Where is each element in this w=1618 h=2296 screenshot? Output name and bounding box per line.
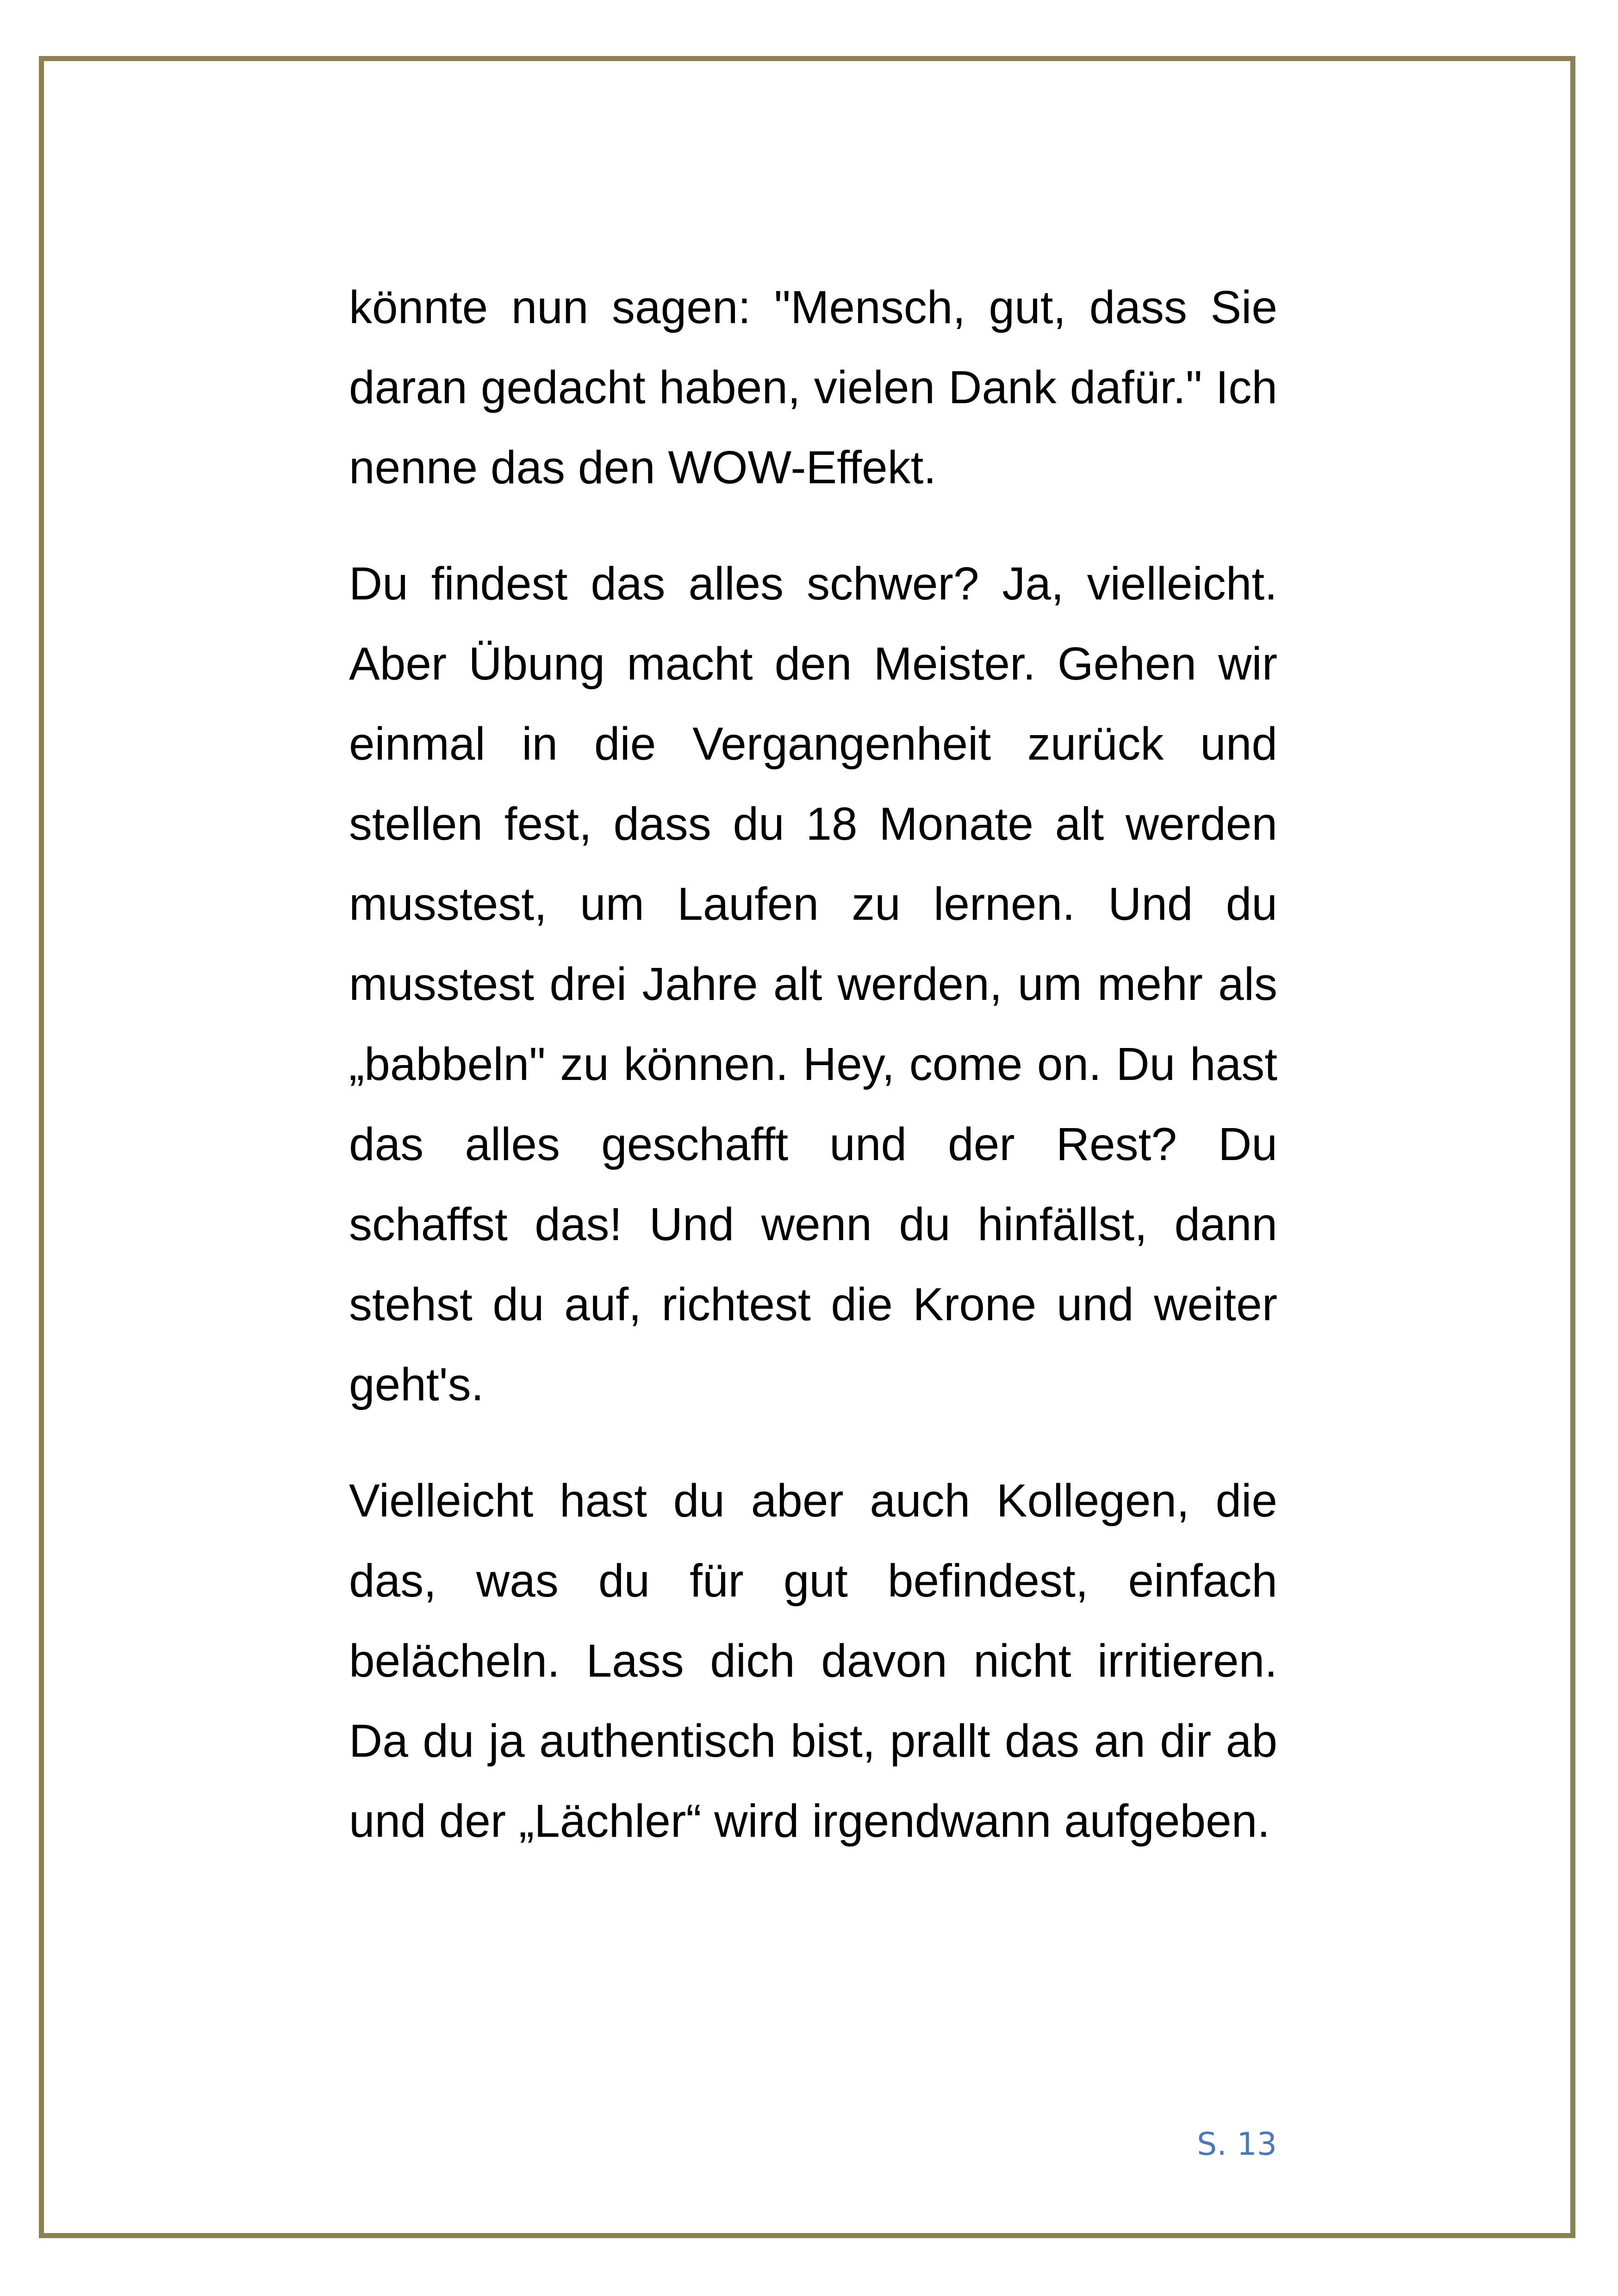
body-text	[349, 268, 1277, 1861]
page-number: S. 13	[1197, 2126, 1277, 2163]
paragraph-3: Vielleicht hast du aber auch Kollegen, die das, was du für gut befindest, einfach belächeln. Lass dich davon nicht irritieren. Da du ja authentisch bist, prallt das an dir ab und der „Lächler“ wird irgendwann aufgeben.	[349, 1475, 1277, 1847]
paragraph-2: Du findest das alles schwer? Ja, vielleicht. Aber Übung macht den Meister. Gehen wir einmal in die Vergangenheit zurück und stellen fest, dass du 18 Monate alt werden musstest, um Laufen zu lernen. Und du musstest drei Jahre alt werden, um mehr als „babbeln" zu können. Hey, come on. Du hast das alles geschafft und der Rest? Du schaffst das! Und wenn du hinfällst, dann stehst du auf, richtest die Krone und weiter geht's.	[349, 558, 1277, 1410]
paragraph-1: könnte nun sagen: "Mensch, gut, dass Sie daran gedacht haben, vielen Dank dafür." Ich nenne das den WOW-Effekt.	[349, 281, 1277, 493]
